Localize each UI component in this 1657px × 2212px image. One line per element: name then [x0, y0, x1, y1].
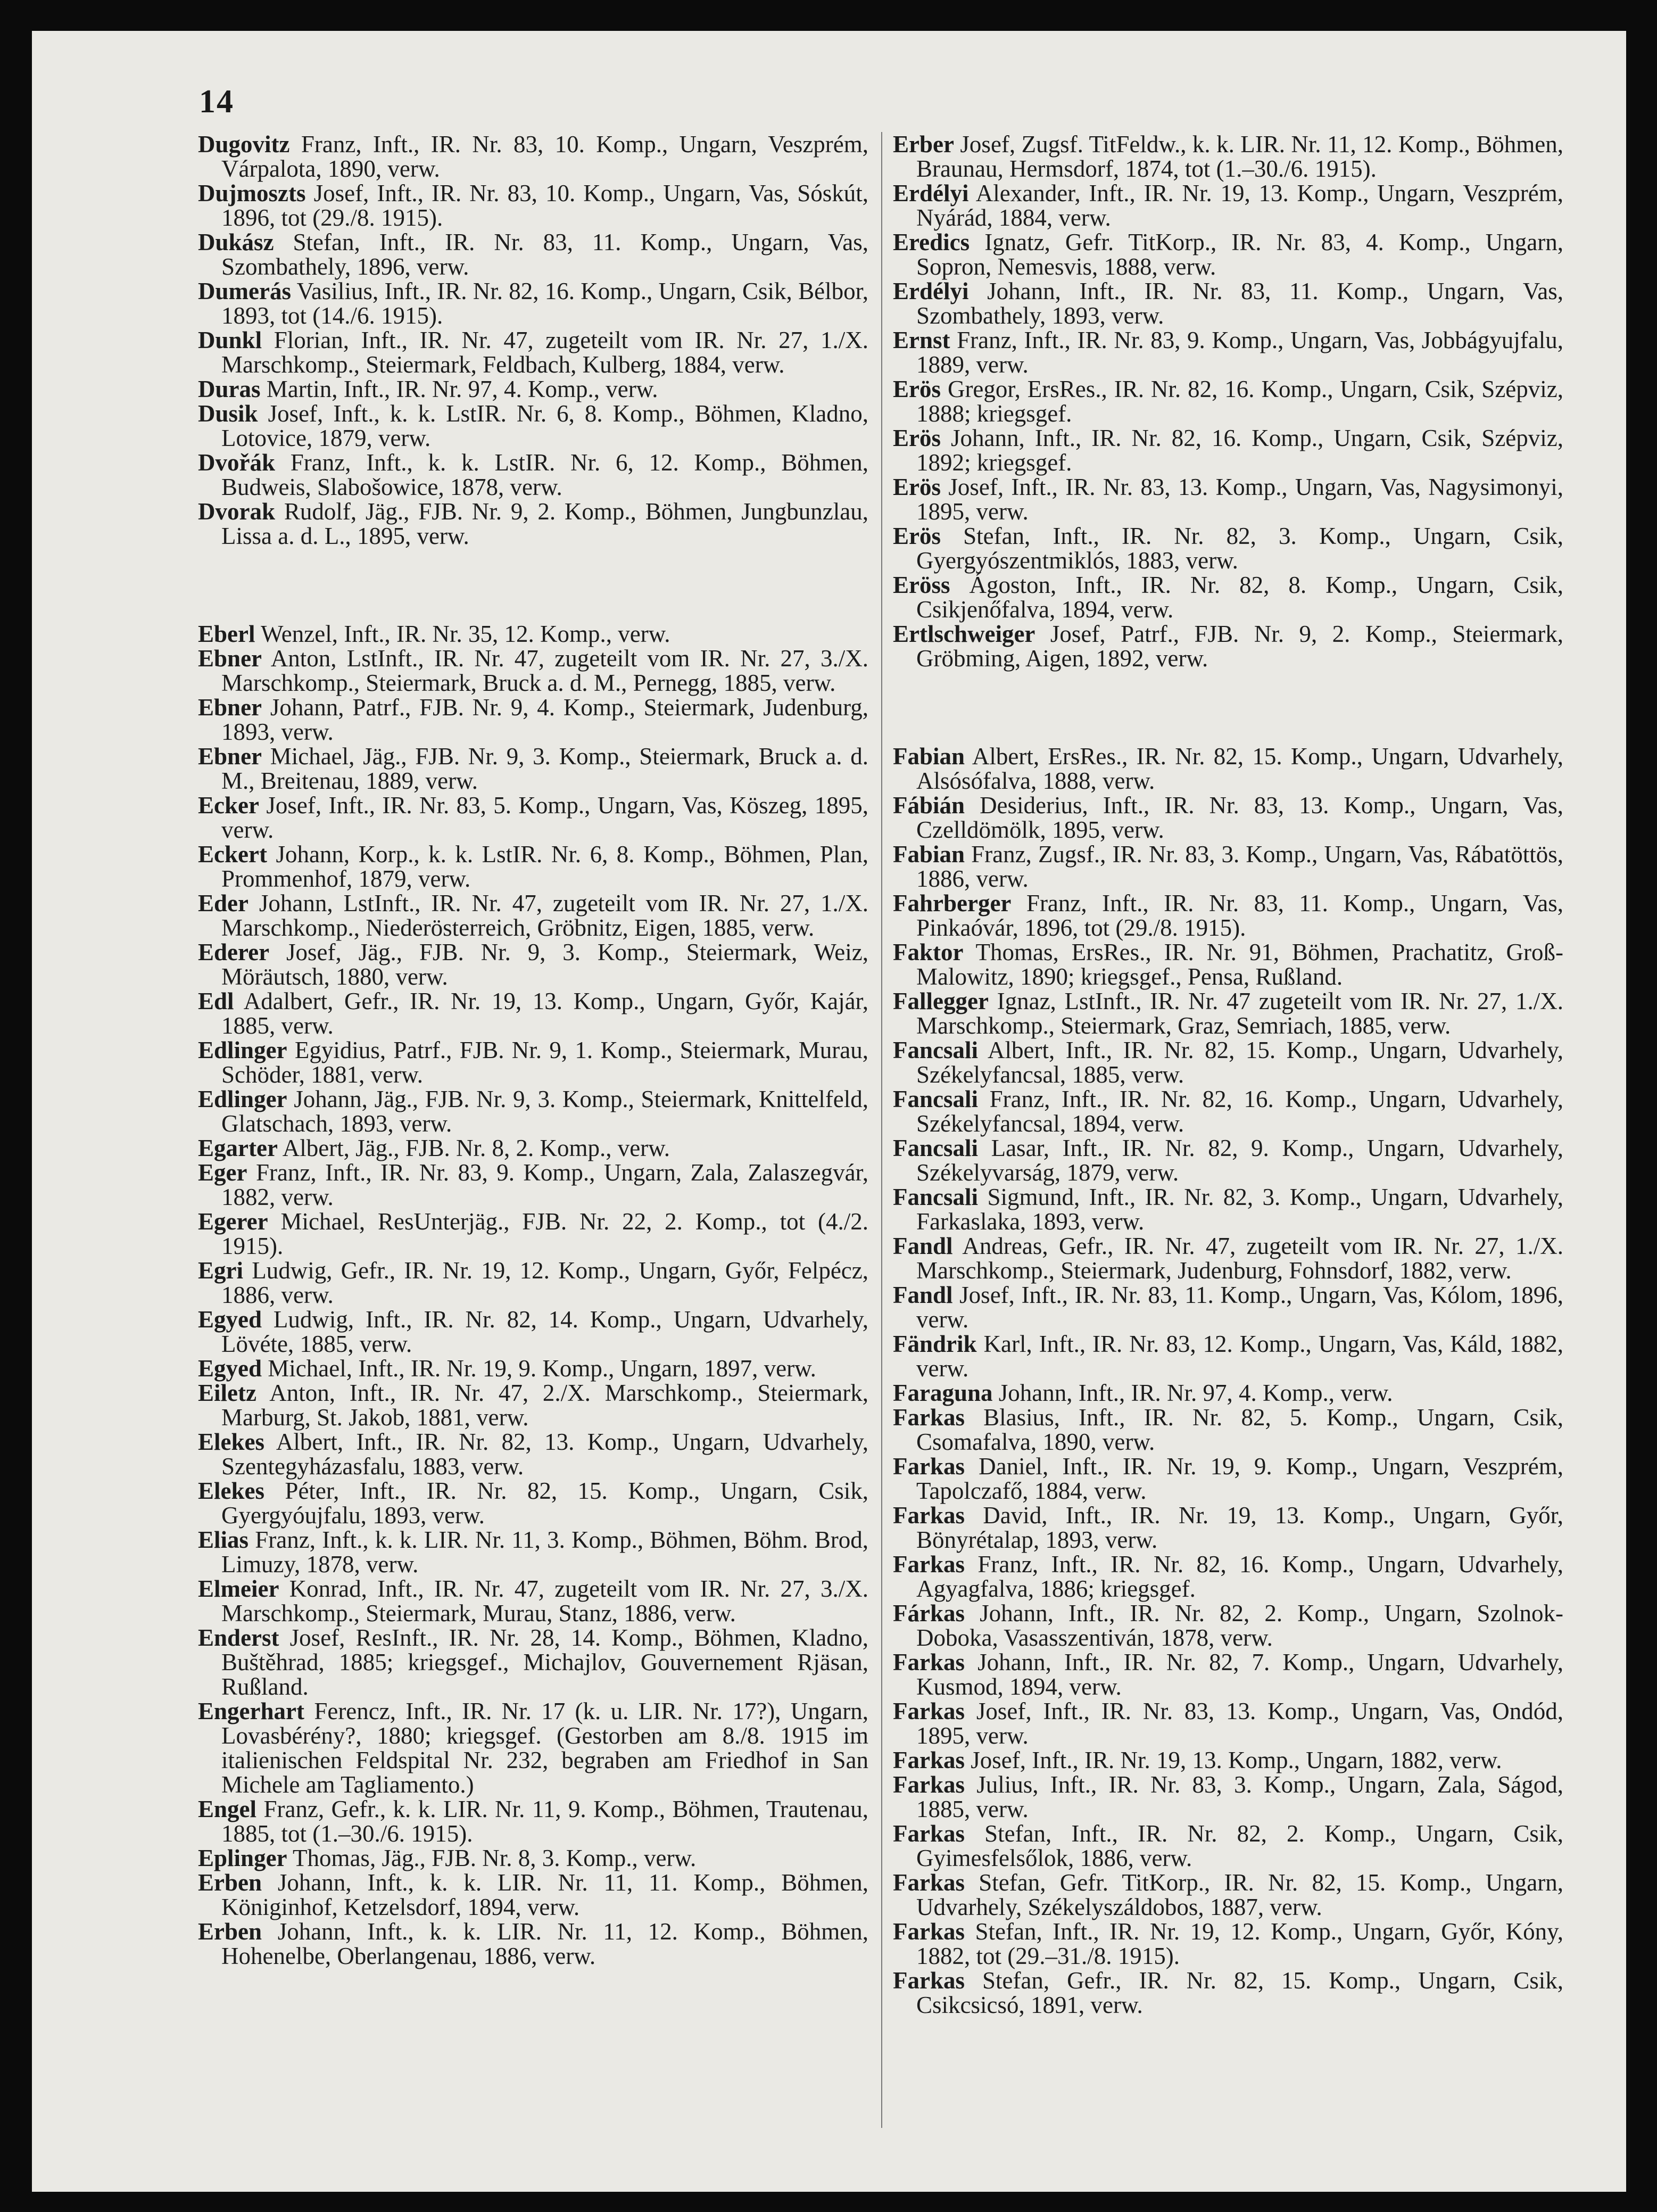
- entry-surname: Farkas: [893, 1649, 965, 1675]
- entry-details: Julius, Inft., IR. Nr. 83, 3. Komp., Ungarn, Zala, Ságod, 1885, verw.: [916, 1771, 1563, 1822]
- entry-details: Thomas, Jäg., FJB. Nr. 8, 3. Komp., verw.: [292, 1845, 697, 1871]
- entry-surname: Ecker: [198, 792, 259, 819]
- entry-details: Anton, LstInft., IR. Nr. 47, zugeteilt vom IR. Nr. 27, 3./X. Marschkomp., Steiermark, Bruck a. d. M., Pernegg, 1885, verw.: [221, 645, 868, 696]
- entry-surname: Farkas: [893, 1820, 965, 1847]
- entry-details: Josef, ResInft., IR. Nr. 28, 14. Komp., Böhmen, Kladno, Buštěhrad, 1885; kriegsgef., Michajlov, Gouvernement Rjäsan, Rußland.: [221, 1624, 869, 1700]
- entry-details: Ignaz, LstInft., IR. Nr. 47 zugeteilt vom IR. Nr. 27, 1./X. Marschkomp., Steiermark, Graz, Semriach, 1885, verw.: [916, 988, 1563, 1039]
- register-entry: [198, 1577, 868, 1625]
- register-entry: [893, 1136, 1563, 1185]
- entry-surname: Fábián: [893, 792, 965, 819]
- right-column: [893, 132, 1563, 2017]
- entry-surname: Edlinger: [198, 1037, 287, 1063]
- entry-details: Johann, Inft., IR. Nr. 82, 2. Komp., Ungarn, Szolnok-Doboka, Vasasszentiván, 1878, verw.: [916, 1600, 1564, 1651]
- register-entry: [893, 744, 1563, 793]
- entry-details: Rudolf, Jäg., FJB. Nr. 9, 2. Komp., Böhmen, Jungbunzlau, Lissa a. d. L., 1895, verw.: [221, 498, 868, 549]
- entry-details: Stefan, Gefr., IR. Nr. 82, 15. Komp., Ungarn, Csik, Csikcsicsó, 1891, verw.: [916, 1967, 1564, 2018]
- entry-details: Stefan, Inft., IR. Nr. 83, 11. Komp., Ungarn, Vas, Szombathely, 1896, verw.: [221, 229, 869, 280]
- entry-surname: Faraguna: [893, 1380, 993, 1406]
- entry-details: Johann, Korp., k. k. LstIR. Nr. 6, 8. Komp., Böhmen, Plan, Prommenhof, 1879, verw.: [221, 841, 868, 892]
- entry-details: Andreas, Gefr., IR. Nr. 47, zugeteilt vom IR. Nr. 27, 1./X. Marschkomp., Steiermark, Judenburg, Fohnsdorf, 1882, verw.: [916, 1233, 1563, 1284]
- register-entry: [198, 646, 868, 695]
- entry-details: Josef, Inft., IR. Nr. 83, 5. Komp., Ungarn, Vas, Köszeg, 1895, verw.: [221, 792, 868, 843]
- register-entry: [893, 842, 1563, 891]
- register-entry: [893, 132, 1563, 181]
- entry-details: Sigmund, Inft., IR. Nr. 82, 3. Komp., Ungarn, Udvarhely, Farkaslaka, 1893, verw.: [916, 1184, 1563, 1235]
- entry-surname: Dumerás: [198, 278, 291, 304]
- register-entry: [198, 793, 868, 842]
- register-entry: [893, 1552, 1563, 1601]
- entry-surname: Erben: [198, 1918, 262, 1945]
- register-entry: [198, 940, 868, 989]
- entry-surname: Fabian: [893, 841, 965, 868]
- entry-details: Johann, Patrf., FJB. Nr. 9, 4. Komp., Steiermark, Judenburg, 1893, verw.: [221, 694, 868, 745]
- entry-details: Vasilius, Inft., IR. Nr. 82, 16. Komp., Ungarn, Csik, Bélbor, 1893, tot (14./6. 1915).: [221, 278, 869, 329]
- entry-surname: Farkas: [893, 1698, 965, 1724]
- entry-details: Johann, Inft., k. k. LIR. Nr. 11, 12. Komp., Böhmen, Hohenelbe, Oberlangenau, 1886, verw.: [221, 1918, 868, 1969]
- entry-surname: Erben: [198, 1869, 262, 1896]
- register-entry: [893, 1699, 1563, 1748]
- entry-details: Franz, Zugsf., IR. Nr. 83, 3. Komp., Ungarn, Vas, Rábatöttös, 1886, verw.: [916, 841, 1564, 892]
- entry-surname: Fahrberger: [893, 890, 1012, 917]
- entry-details: Johann, Jäg., FJB. Nr. 9, 3. Komp., Steiermark, Knittelfeld, Glatschach, 1893, verw.: [221, 1086, 869, 1137]
- entry-details: Gregor, ErsRes., IR. Nr. 82, 16. Komp., Ungarn, Csik, Szépviz, 1888; kriegsgef.: [916, 376, 1564, 427]
- entry-surname: Enderst: [198, 1624, 279, 1651]
- entry-details: Josef, Patrf., FJB. Nr. 9, 2. Komp., Steiermark, Gröbming, Aigen, 1892, verw.: [916, 621, 1564, 672]
- entry-surname: Farkas: [893, 1502, 965, 1529]
- register-entry: [198, 450, 868, 499]
- entry-details: Johann, LstInft., IR. Nr. 47, zugeteilt vom IR. Nr. 27, 1./X. Marschkomp., Niederösterreich, Gröbnitz, Eigen, 1885, verw.: [221, 890, 868, 941]
- entry-details: Johann, Inft., IR. Nr. 97, 4. Komp., verw.: [998, 1380, 1393, 1406]
- register-entry: [198, 328, 868, 377]
- register-entry: [893, 622, 1563, 671]
- entry-surname: Dukász: [198, 229, 274, 255]
- entry-details: Albert, ErsRes., IR. Nr. 82, 15. Komp., Ungarn, Udvarhely, Alsósófalva, 1888, verw.: [916, 743, 1563, 794]
- register-entry: [198, 499, 868, 548]
- entry-surname: Erber: [893, 131, 954, 158]
- register-entry: [198, 1528, 868, 1577]
- register-entry: [893, 1968, 1563, 2017]
- register-entry: [198, 989, 868, 1038]
- register-entry: [893, 426, 1563, 475]
- entry-details: Thomas, ErsRes., IR. Nr. 91, Böhmen, Prachatitz, Groß-Malowitz, 1890; kriegsgef., Pensa, Rußland.: [916, 939, 1563, 990]
- register-entry: [198, 1919, 868, 1968]
- entry-surname: Farkas: [893, 1747, 965, 1773]
- entry-surname: Egyed: [198, 1355, 262, 1382]
- entry-details: Johann, Inft., IR. Nr. 83, 11. Komp., Ungarn, Vas, Szombathely, 1893, verw.: [916, 278, 1563, 329]
- entry-details: David, Inft., IR. Nr. 19, 13. Komp., Ungarn, Győr, Bönyrétalap, 1893, verw.: [916, 1502, 1564, 1553]
- entry-surname: Ebner: [198, 743, 262, 770]
- entry-details: Josef, Inft., IR. Nr. 19, 13. Komp., Ungarn, 1882, verw.: [971, 1747, 1502, 1773]
- register-entry: [198, 1846, 868, 1870]
- entry-details: Franz, Gefr., k. k. LIR. Nr. 11, 9. Komp., Böhmen, Trautenau, 1885, tot (1.–30./6. 1915).: [221, 1796, 868, 1847]
- register-entry: [893, 989, 1563, 1038]
- register-entry: [893, 1038, 1563, 1087]
- entry-details: Franz, Inft., k. k. LIR. Nr. 11, 3. Komp., Böhmen, Böhm. Brod, Limuzy, 1878, verw.: [221, 1526, 869, 1578]
- entry-surname: Erös: [893, 474, 941, 500]
- register-entry: [893, 181, 1563, 230]
- entry-surname: Farkas: [893, 1869, 965, 1896]
- entry-surname: Erös: [893, 523, 941, 549]
- entry-surname: Eplinger: [198, 1845, 287, 1871]
- entry-details: Florian, Inft., IR. Nr. 47, zugeteilt vom IR. Nr. 27, 1./X. Marschkomp., Steiermark, Feldbach, Kulberg, 1884, verw.: [221, 327, 869, 378]
- entry-surname: Fárkas: [893, 1600, 965, 1627]
- register-entry: [893, 891, 1563, 940]
- entry-details: Daniel, Inft., IR. Nr. 19, 9. Komp., Ungarn, Veszprém, Tapolczafő, 1884, verw.: [916, 1453, 1564, 1504]
- register-entry: [198, 181, 868, 230]
- entry-surname: Dugovitz: [198, 131, 290, 158]
- entry-surname: Ebner: [198, 694, 262, 721]
- entry-details: Josef, Jäg., FJB. Nr. 9, 3. Komp., Steiermark, Weiz, Möräutsch, 1880, verw.: [221, 939, 869, 990]
- entry-surname: Eiletz: [198, 1380, 256, 1406]
- entry-details: Lasar, Inft., IR. Nr. 82, 9. Komp., Ungarn, Udvarhely, Székelyvarság, 1879, verw.: [916, 1135, 1563, 1186]
- entry-details: Ágoston, Inft., IR. Nr. 82, 8. Komp., Ungarn, Csik, Csikjenőfalva, 1894, verw.: [916, 572, 1563, 623]
- entry-surname: Ebner: [198, 645, 262, 672]
- register-entry: [893, 1748, 1563, 1772]
- entry-details: Albert, Jäg., FJB. Nr. 8, 2. Komp., verw.: [282, 1135, 670, 1161]
- entry-details: Franz, Inft., k. k. LstIR. Nr. 6, 12. Komp., Böhmen, Budweis, Slabošowice, 1878, verw.: [221, 449, 868, 500]
- entry-surname: Egri: [198, 1257, 243, 1284]
- register-entry: [198, 377, 868, 401]
- entry-details: Franz, Inft., IR. Nr. 82, 16. Komp., Ungarn, Udvarhely, Agyagfalva, 1886; kriegsgef.: [916, 1551, 1563, 1602]
- register-entry: [893, 1234, 1563, 1283]
- entry-details: Alexander, Inft., IR. Nr. 19, 13. Komp., Ungarn, Veszprém, Nyárád, 1884, verw.: [916, 180, 1563, 231]
- entry-surname: Erdélyi: [893, 180, 969, 207]
- entry-surname: Dunkl: [198, 327, 262, 353]
- register-entry: [893, 573, 1563, 622]
- register-entry: [198, 1479, 868, 1528]
- entry-surname: Dvořák: [198, 449, 275, 476]
- register-entry: [198, 695, 868, 744]
- entry-surname: Fandl: [893, 1233, 953, 1259]
- entry-details: Stefan, Inft., IR. Nr. 82, 2. Komp., Ungarn, Csik, Gyimesfelsőlok, 1886, verw.: [916, 1820, 1563, 1871]
- register-entry: [893, 524, 1563, 573]
- entry-details: Josef, Inft., IR. Nr. 83, 10. Komp., Ungarn, Vas, Sóskút, 1896, tot (29./8. 1915).: [221, 180, 869, 231]
- entry-details: Albert, Inft., IR. Nr. 82, 15. Komp., Ungarn, Udvarhely, Székelyfancsal, 1885, verw.: [916, 1037, 1563, 1088]
- entry-details: Ferencz, Inft., IR. Nr. 17 (k. u. LIR. Nr. 17?), Ungarn, Lovasbérény?, 1880; kriegsgef. (Gestorben am 8./8. 1915 im italienischen Feldspital Nr. 232, begraben am Friedhof in San Michele am Tagliamento.): [221, 1698, 869, 1798]
- register-entry: [198, 1699, 868, 1797]
- entry-surname: Edl: [198, 988, 234, 1014]
- register-entry: [893, 1601, 1563, 1650]
- entry-surname: Engerhart: [198, 1698, 304, 1724]
- entry-surname: Farkas: [893, 1918, 965, 1945]
- entry-surname: Fancsali: [893, 1086, 979, 1112]
- entry-surname: Ertlschweiger: [893, 621, 1035, 647]
- entry-surname: Fallegger: [893, 988, 989, 1014]
- register-entry: [198, 1087, 868, 1136]
- entry-surname: Elekes: [198, 1478, 265, 1504]
- entry-surname: Fändrik: [893, 1331, 977, 1357]
- entry-details: Anton, Inft., IR. Nr. 47, 2./X. Marschkomp., Steiermark, Marburg, St. Jakob, 1881, verw.: [221, 1380, 868, 1431]
- register-entry: [198, 891, 868, 940]
- entry-surname: Eredics: [893, 229, 970, 255]
- entry-details: Péter, Inft., IR. Nr. 82, 15. Komp., Ungarn, Csik, Gyergyóujfalu, 1893, verw.: [221, 1478, 868, 1529]
- entry-details: Michael, Jäg., FJB. Nr. 9, 3. Komp., Steiermark, Bruck a. d. M., Breitenau, 1889, verw.: [221, 743, 868, 794]
- entry-details: Josef, Zugsf. TitFeldw., k. k. LIR. Nr. 11, 12. Komp., Böhmen, Braunau, Hermsdorf, 1874, tot (1.–30./6. 1915).: [916, 131, 1564, 182]
- entry-details: Franz, Inft., IR. Nr. 83, 9. Komp., Ungarn, Vas, Jobbágyujfalu, 1889, verw.: [916, 327, 1564, 378]
- entry-details: Albert, Inft., IR. Nr. 82, 13. Komp., Ungarn, Udvarhely, Szentegyházasfalu, 1883, verw.: [221, 1429, 868, 1480]
- register-entry: [893, 230, 1563, 279]
- entry-details: Johann, Inft., IR. Nr. 82, 16. Komp., Ungarn, Csik, Szépviz, 1892; kriegsgef.: [916, 425, 1563, 476]
- register-entry: [893, 1772, 1563, 1821]
- entry-details: Josef, Inft., IR. Nr. 83, 13. Komp., Ungarn, Vas, Ondód, 1895, verw.: [916, 1698, 1564, 1749]
- register-entry: [198, 744, 868, 793]
- register-entry: [893, 377, 1563, 426]
- register-entry: [198, 1381, 868, 1430]
- register-entry: [893, 279, 1563, 328]
- entry-details: Josef, Inft., k. k. LstIR. Nr. 6, 8. Komp., Böhmen, Kladno, Lotovice, 1879, verw.: [221, 400, 869, 451]
- register-entry: [198, 1209, 868, 1258]
- register-entry: [198, 401, 868, 450]
- entry-details: Josef, Inft., IR. Nr. 83, 11. Komp., Ungarn, Vas, Kólom, 1896, verw.: [916, 1282, 1563, 1333]
- entry-details: Johann, Inft., IR. Nr. 82, 7. Komp., Ungarn, Udvarhely, Kusmod, 1894, verw.: [916, 1649, 1563, 1700]
- entry-surname: Egarter: [198, 1135, 278, 1161]
- register-entry: [198, 1258, 868, 1307]
- entry-surname: Ernst: [893, 327, 950, 353]
- entry-details: Franz, Inft., IR. Nr. 83, 11. Komp., Ungarn, Vas, Pinkaóvár, 1896, tot (29./8. 1915).: [916, 890, 1564, 941]
- entry-surname: Faktor: [893, 939, 964, 965]
- register-entry: [893, 1185, 1563, 1234]
- register-entry: [893, 1381, 1563, 1405]
- register-entry: [893, 1087, 1563, 1136]
- entry-details: Konrad, Inft., IR. Nr. 47, zugeteilt vom IR. Nr. 27, 3./X. Marschkomp., Steiermark, Murau, Stanz, 1886, verw.: [221, 1575, 868, 1627]
- register-entry: [893, 1650, 1563, 1699]
- register-entry: [198, 1160, 868, 1209]
- entry-details: Adalbert, Gefr., IR. Nr. 19, 13. Komp., Ungarn, Győr, Kajár, 1885, verw.: [221, 988, 868, 1039]
- register-entry: [198, 1430, 868, 1479]
- entry-details: Stefan, Gefr. TitKorp., IR. Nr. 82, 15. Komp., Ungarn, Udvarhely, Székelyszáldobos, 1887, verw.: [916, 1869, 1563, 1920]
- entry-details: Michael, ResUnterjäg., FJB. Nr. 22, 2. Komp., tot (4./2. 1915).: [221, 1208, 868, 1259]
- entry-details: Stefan, Inft., IR. Nr. 19, 12. Komp., Ungarn, Győr, Kóny, 1882, tot (29.–31./8. 1915).: [916, 1918, 1563, 1969]
- entry-details: Johann, Inft., k. k. LIR. Nr. 11, 11. Komp., Böhmen, Königinhof, Ketzelsdorf, 1894, verw.: [221, 1869, 868, 1920]
- register-entry: [893, 328, 1563, 377]
- register-entry: [198, 842, 868, 891]
- entry-details: Michael, Inft., IR. Nr. 19, 9. Komp., Ungarn, 1897, verw.: [268, 1355, 816, 1382]
- entry-details: Martin, Inft., IR. Nr. 97, 4. Komp., verw.: [266, 376, 658, 402]
- entry-surname: Eröss: [893, 572, 950, 598]
- entry-surname: Dusik: [198, 400, 258, 427]
- entry-details: Wenzel, Inft., IR. Nr. 35, 12. Komp., verw.: [260, 621, 670, 647]
- entry-surname: Fancsali: [893, 1184, 979, 1210]
- register-entry: [198, 1625, 868, 1699]
- entry-details: Stefan, Inft., IR. Nr. 82, 3. Komp., Ungarn, Csik, Gyergyószentmiklós, 1883, verw.: [916, 523, 1563, 574]
- entry-surname: Erös: [893, 425, 941, 451]
- entry-surname: Eger: [198, 1159, 247, 1186]
- entry-surname: Fancsali: [893, 1135, 979, 1161]
- register-entry: [198, 1038, 868, 1087]
- register-entry: [198, 230, 868, 279]
- entry-surname: Farkas: [893, 1453, 965, 1480]
- section-gap: [198, 548, 868, 622]
- entry-surname: Erös: [893, 376, 941, 402]
- register-entry: [893, 1821, 1563, 1870]
- entry-surname: Edlinger: [198, 1086, 287, 1112]
- entry-surname: Fandl: [893, 1282, 953, 1308]
- register-entry: [198, 1797, 868, 1846]
- register-entry: [893, 1503, 1563, 1552]
- entry-surname: Erdélyi: [893, 278, 969, 304]
- entry-details: Franz, Inft., IR. Nr. 82, 16. Komp., Ungarn, Udvarhely, Székelyfancsal, 1894, verw.: [916, 1086, 1563, 1137]
- entry-surname: Ederer: [198, 939, 270, 965]
- register-entry: [893, 940, 1563, 989]
- entry-surname: Farkas: [893, 1771, 965, 1798]
- register-entry: [198, 132, 868, 181]
- column-divider: [881, 132, 882, 2128]
- section-gap: [893, 671, 1563, 744]
- entry-surname: Engel: [198, 1796, 257, 1822]
- entry-surname: Fancsali: [893, 1037, 979, 1063]
- entry-details: Karl, Inft., IR. Nr. 83, 12. Komp., Ungarn, Vas, Káld, 1882, verw.: [916, 1331, 1564, 1382]
- entry-surname: Farkas: [893, 1404, 965, 1431]
- register-page: [32, 31, 1626, 2192]
- entry-surname: Dujmoszts: [198, 180, 306, 207]
- entry-surname: Fabian: [893, 743, 965, 770]
- register-entry: [198, 1136, 868, 1160]
- entry-details: Blasius, Inft., IR. Nr. 82, 5. Komp., Ungarn, Csik, Csomafalva, 1890, verw.: [916, 1404, 1563, 1455]
- register-entry: [893, 1454, 1563, 1503]
- register-entry: [198, 1307, 868, 1356]
- register-entry: [893, 793, 1563, 842]
- register-entry: [198, 1870, 868, 1919]
- register-entry: [893, 1332, 1563, 1381]
- register-entry: [198, 1356, 868, 1381]
- register-entry: [893, 1283, 1563, 1332]
- entry-surname: Duras: [198, 376, 261, 402]
- register-entry: [893, 475, 1563, 524]
- entry-surname: Elias: [198, 1526, 249, 1553]
- entry-details: Franz, Inft., IR. Nr. 83, 10. Komp., Ungarn, Veszprém, Várpalota, 1890, verw.: [221, 131, 868, 182]
- entry-details: Ignatz, Gefr. TitKorp., IR. Nr. 83, 4. Komp., Ungarn, Sopron, Nemesvis, 1888, verw.: [916, 229, 1563, 280]
- entry-details: Desiderius, Inft., IR. Nr. 83, 13. Komp., Ungarn, Vas, Czelldömölk, 1895, verw.: [916, 792, 1563, 843]
- register-entry: [893, 1405, 1563, 1454]
- entry-surname: Egerer: [198, 1208, 268, 1235]
- entry-details: Josef, Inft., IR. Nr. 83, 13. Komp., Ungarn, Vas, Nagysimonyi, 1895, verw.: [916, 474, 1563, 525]
- entry-surname: Eckert: [198, 841, 267, 868]
- entry-surname: Farkas: [893, 1551, 965, 1578]
- entry-details: Ludwig, Inft., IR. Nr. 82, 14. Komp., Ungarn, Udvarhely, Lövéte, 1885, verw.: [221, 1306, 868, 1357]
- entry-surname: Eberl: [198, 621, 255, 647]
- entry-surname: Dvorak: [198, 498, 275, 525]
- entry-details: Egyidius, Patrf., FJB. Nr. 9, 1. Komp., Steiermark, Murau, Schöder, 1881, verw.: [221, 1037, 868, 1088]
- register-entry: [893, 1870, 1563, 1919]
- entry-surname: Eder: [198, 890, 248, 917]
- register-entry: [893, 1919, 1563, 1968]
- register-entry: [198, 279, 868, 328]
- page-number: 14: [199, 84, 234, 120]
- entry-details: Franz, Inft., IR. Nr. 83, 9. Komp., Ungarn, Zala, Zalaszegvár, 1882, verw.: [221, 1159, 868, 1210]
- left-column: [198, 132, 868, 1968]
- entry-surname: Farkas: [893, 1967, 965, 1994]
- register-entry: [198, 622, 868, 646]
- entry-surname: Elekes: [198, 1429, 265, 1455]
- entry-surname: Elmeier: [198, 1575, 279, 1602]
- entry-details: Ludwig, Gefr., IR. Nr. 19, 12. Komp., Ungarn, Győr, Felpécz, 1886, verw.: [221, 1257, 868, 1308]
- entry-surname: Egyed: [198, 1306, 262, 1333]
